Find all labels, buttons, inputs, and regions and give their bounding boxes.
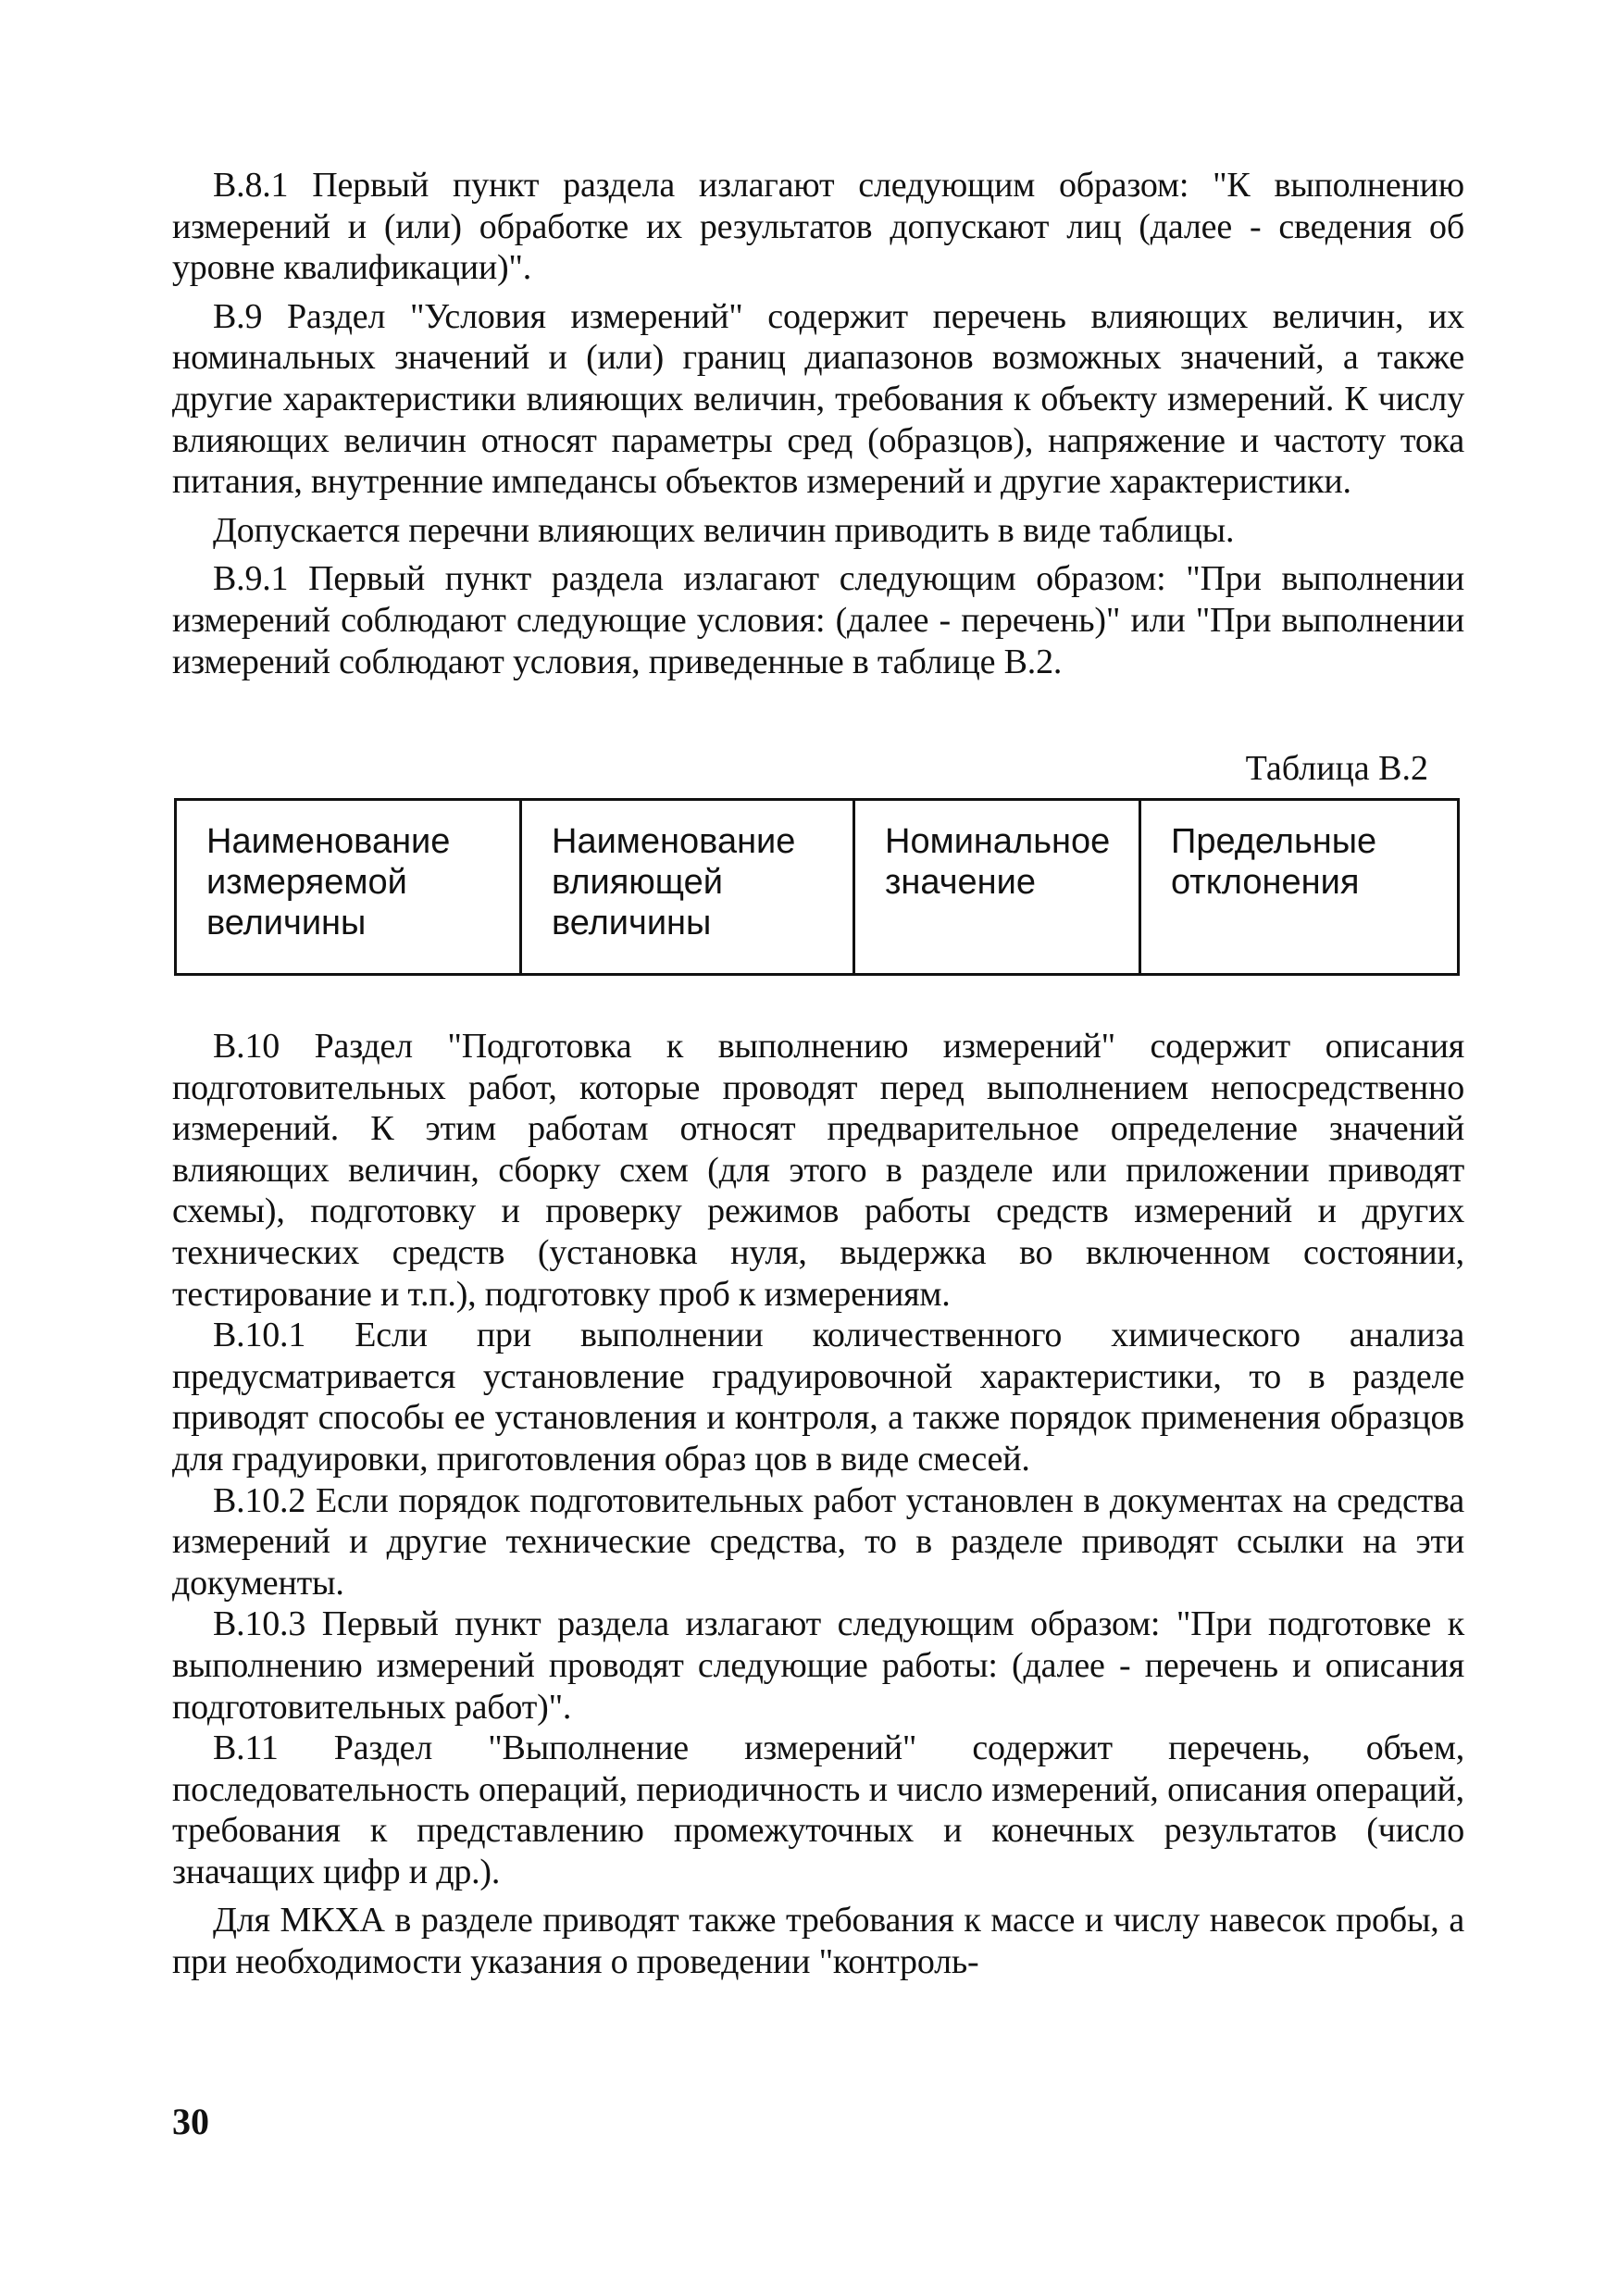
header-nominal-value: Номинальное значение <box>854 800 1140 975</box>
header-influencing-quantity: Наименование влияющей величины <box>521 800 854 975</box>
text-block-top <box>172 165 1464 682</box>
header-measured-quantity: Наименование измеряемой величины <box>176 800 521 975</box>
table-caption: Таблица В.2 <box>1245 749 1428 788</box>
paragraph-b9-1: В.9.1 Первый пункт раздела излагают следующим образом: "При выполнении измерений соблюдают следующие условия: (далее - перечень)" или "При выполнении измерений соблюдают условия, приведенные в таблице В.2. <box>172 559 1464 681</box>
paragraph-b10-3: В.10.3 Первый пункт раздела излагают следующим образом: "При подготовке к выполнению измерений проводят следующие работы: (далее - перечень и описания подготовительных работ)". <box>172 1604 1464 1727</box>
paragraph-b10-2: В.10.2 Если порядок подготовительных работ установлен в документах на средства измерений и другие технические средства, то в разделе приводят ссылки на эти документы. <box>172 1480 1464 1603</box>
paragraph-b8-1: В.8.1 Первый пункт раздела излагают следующим образом: "К выполнению измерений и (или) обработке их результатов допускают лиц (далее - сведения об уровне квалификации)". <box>172 166 1464 288</box>
paragraph-b9-note: Допускается перечни влияющих величин приводить в виде таблицы. <box>213 510 1235 550</box>
table-header-row <box>176 800 1459 975</box>
header-limit-deviations: Предельные отклонения <box>1140 800 1459 975</box>
conditions-table <box>174 798 1460 976</box>
paragraph-b10-1: В.10.1 Если при выполнении количественного химического анализа предусматривается установление градуировочной характеристики, то в разделе приводят способы ее установления и контроля, а также порядок применения образцов для градуировки, приготовления образ цов в виде смесей. <box>172 1316 1464 1479</box>
paragraph-b11: В.11 Раздел "Выполнение измерений" содержит перечень, объем, последовательность операций, периодичность и число измерений, описания операций, требования к представлению промежуточных и конечных результатов (число значащих цифр и др.). <box>172 1728 1464 1891</box>
page-number: 30 <box>172 2101 209 2142</box>
paragraph-b10: В.10 Раздел "Подготовка к выполнению измерений" содержит описания подготовительных работ, которые проводят перед выполнением непосредственно измерений. К этим работам относят предварительное определение значений влияющих величин, сборку схем (для этого в разделе или приложении приводят схемы), подготовку и проверку режимов работы средств измерений и других технических средств (установка нуля, выдержка во включенном состоянии, тестирование и т.п.), подготовку проб к измерениям. <box>172 1027 1464 1314</box>
paragraph-b9: В.9 Раздел "Условия измерений" содержит перечень влияющих величин, их номинальных значений и (или) границ диапазонов возможных значений, а также другие характеристики влияющих величин, требования к объекту измерений. К числу влияющих величин относят параметры сред (образцов), напряжение и частоту тока питания, внутренние импедансы объектов измерений и другие характеристики. <box>172 296 1464 502</box>
paragraph-b11-mkxa: Для МКХА в разделе приводят также требования к массе и числу навесок пробы, а при необходимости указания о проведении "контроль- <box>172 1901 1464 1982</box>
text-block-bottom <box>172 1026 1464 1983</box>
